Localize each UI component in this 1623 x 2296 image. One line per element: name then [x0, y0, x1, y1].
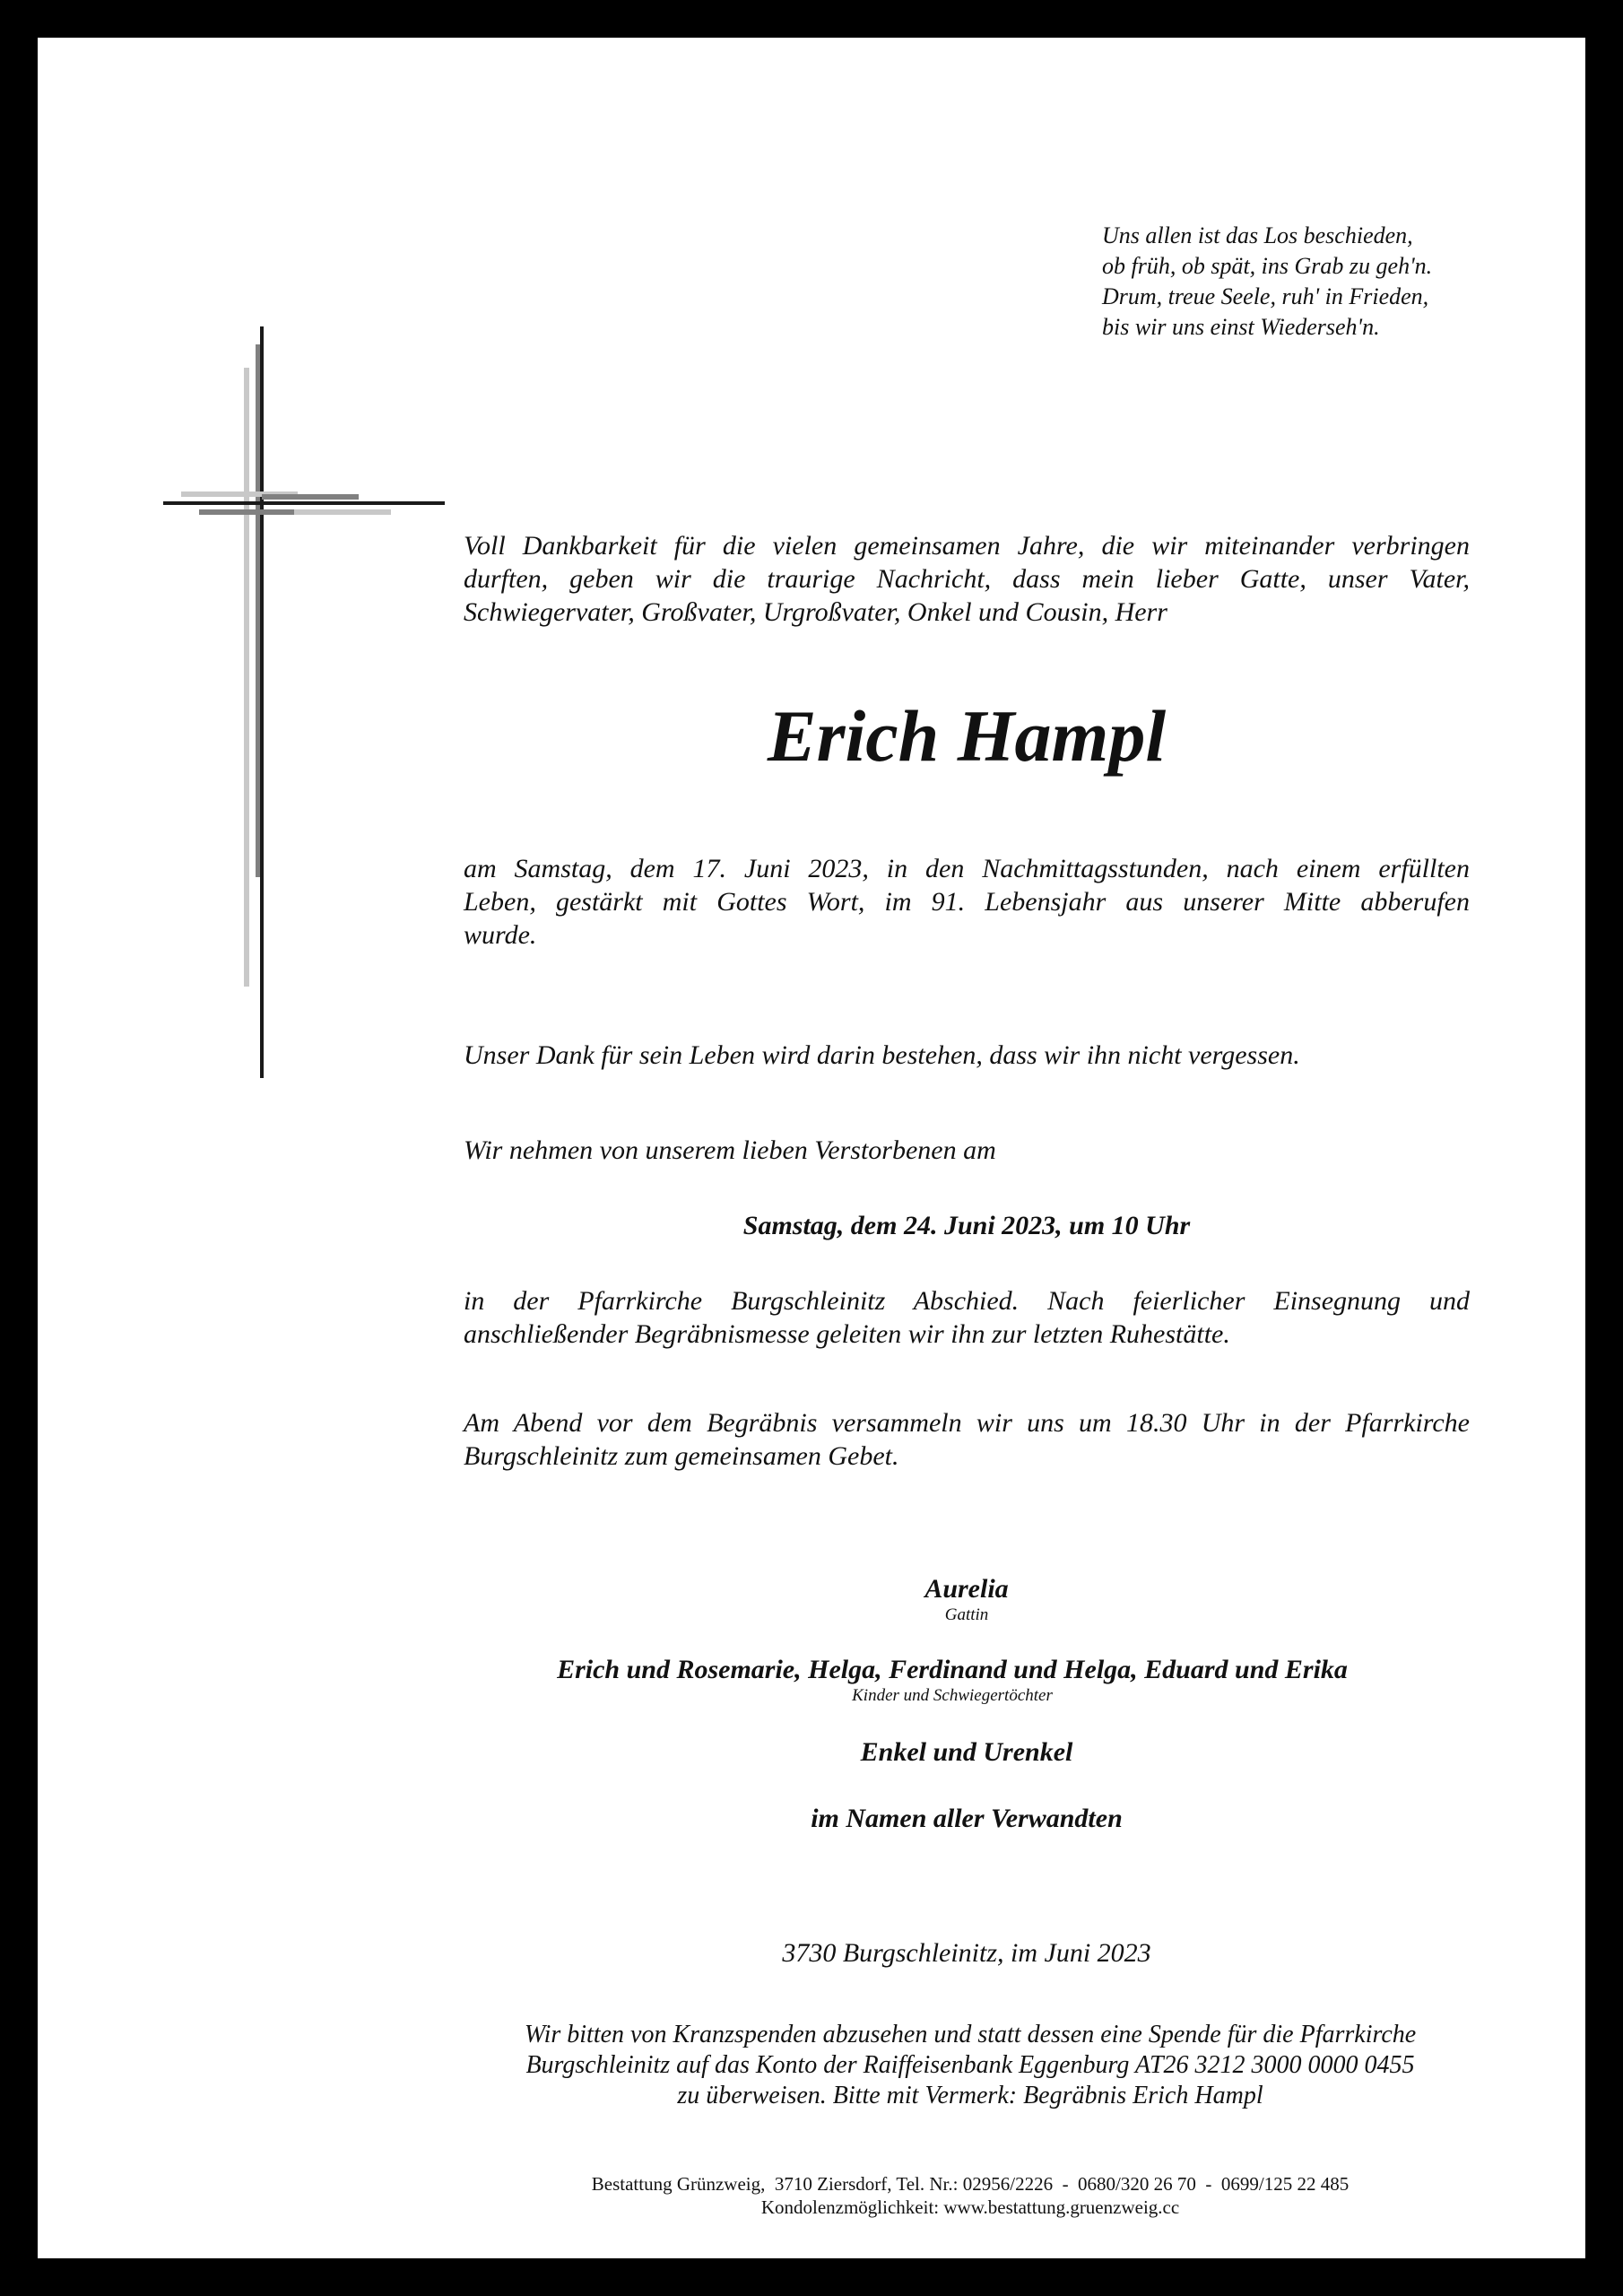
cross-icon [118, 289, 459, 1078]
prayer-line: Am Abend vor dem Begräbnis versammeln wir uns um 18.30 Uhr in der Pfarrkirche [464, 1408, 1470, 1438]
intro-paragraph [464, 529, 1470, 629]
cross-mid-horizontal [199, 509, 294, 515]
mourner-names: Aurelia [924, 1574, 1009, 1604]
cross-light-vertical [244, 368, 249, 987]
donation-line: Burgschleinitz auf das Konto der Raiffeisenbank Eggenburg AT26 3212 3000 0000 0455 [525, 2051, 1415, 2079]
farewell-intro: Wir nehmen von unserem lieben Verstorbenen am [464, 1135, 996, 1165]
mourner-role: Gattin [944, 1605, 989, 1624]
death-notice-paragraph [464, 852, 1470, 952]
funeral-place-line: in der Pfarrkirche Burgschleinitz Abschied. Nach feierlicher Einsegnung und [464, 1286, 1470, 1316]
poem-line: Uns allen ist das Los beschieden, [1102, 222, 1413, 248]
mourner-role: Kinder und Schwiegertöchter [852, 1686, 1053, 1705]
intro-line: Voll Dankbarkeit für die vielen gemeinsamen Jahre, die wir miteinander verbringen [464, 531, 1470, 561]
funeral-date: Samstag, dem 24. Juni 2023, um 10 Uhr [742, 1211, 1191, 1240]
mourner-group-children [360, 1654, 1544, 1706]
death-notice-line: am Samstag, dem 17. Juni 2023, in den Nachmittagsstunden, nach einem erfüllten [464, 854, 1470, 883]
poem [1102, 221, 1497, 343]
place-date: 3730 Burgschleinitz, im Juni 2023 [782, 1938, 1151, 1968]
prayer-paragraph [464, 1406, 1470, 1473]
mourner-group-relatives [464, 1803, 1470, 1835]
donation-line: zu überweisen. Bitte mit Vermerk: Begräbnis Erich Hampl [677, 2082, 1263, 2109]
poem-line: ob früh, ob spät, ins Grab zu geh'n. [1102, 253, 1433, 279]
mourner-names: im Namen aller Verwandten [811, 1804, 1123, 1833]
prayer-line: Burgschleinitz zum gemeinsamen Gebet. [464, 1441, 899, 1471]
cross-dark-vertical [260, 326, 264, 1078]
poem-line: bis wir uns einst Wiederseh'n. [1102, 314, 1380, 340]
intro-line: Schwiegervater, Großvater, Urgroßvater, Onkel und Cousin, Herr [464, 597, 1167, 627]
donation-line: Wir bitten von Kranzspenden abzusehen und statt dessen eine Spende für die Pfarrkirche [524, 2021, 1417, 2048]
gratitude-text: Unser Dank für sein Leben wird darin bestehen, dass wir ihn nicht vergessen. [464, 1040, 1300, 1070]
cross-dark-horizontal [163, 501, 445, 505]
cross-mid-horizontal-right [262, 494, 359, 500]
donation-notice [423, 2020, 1517, 2111]
funeral-home-contact: Bestattung Grünzweig, 3710 Ziersdorf, Tel. Nr.: 02956/2226 - 0680/320 26 70 - 0699/125 22 485 [591, 2173, 1350, 2195]
death-notice-line: Leben, gestärkt mit Gottes Wort, im 91. Lebensjahr aus unserer Mitte abberufen [464, 887, 1470, 917]
condolence-website: Kondolenzmöglichkeit: www.bestattung.gruenzweig.cc [760, 2196, 1180, 2218]
cross-mid-vertical [256, 344, 260, 877]
mourner-group-grandchildren [464, 1736, 1470, 1769]
death-notice-line: wurde. [464, 920, 537, 950]
mourner-group-spouse [464, 1573, 1470, 1625]
funeral-home-footer [423, 2172, 1517, 2219]
funeral-place-paragraph [464, 1284, 1470, 1351]
mourner-names: Enkel und Urenkel [860, 1737, 1073, 1767]
obituary-page [38, 38, 1585, 2258]
mourner-names: Erich und Rosemarie, Helga, Ferdinand und Helga, Eduard und Erika [557, 1655, 1348, 1684]
funeral-place-line: anschließender Begräbnismesse geleiten wir ihn zur letzten Ruhestätte. [464, 1319, 1230, 1349]
poem-line: Drum, treue Seele, ruh' in Frieden, [1102, 283, 1429, 309]
intro-line: durften, geben wir die traurige Nachricht, dass mein lieber Gatte, unser Vater, [464, 564, 1470, 594]
deceased-name: Erich Hampl [767, 695, 1167, 777]
